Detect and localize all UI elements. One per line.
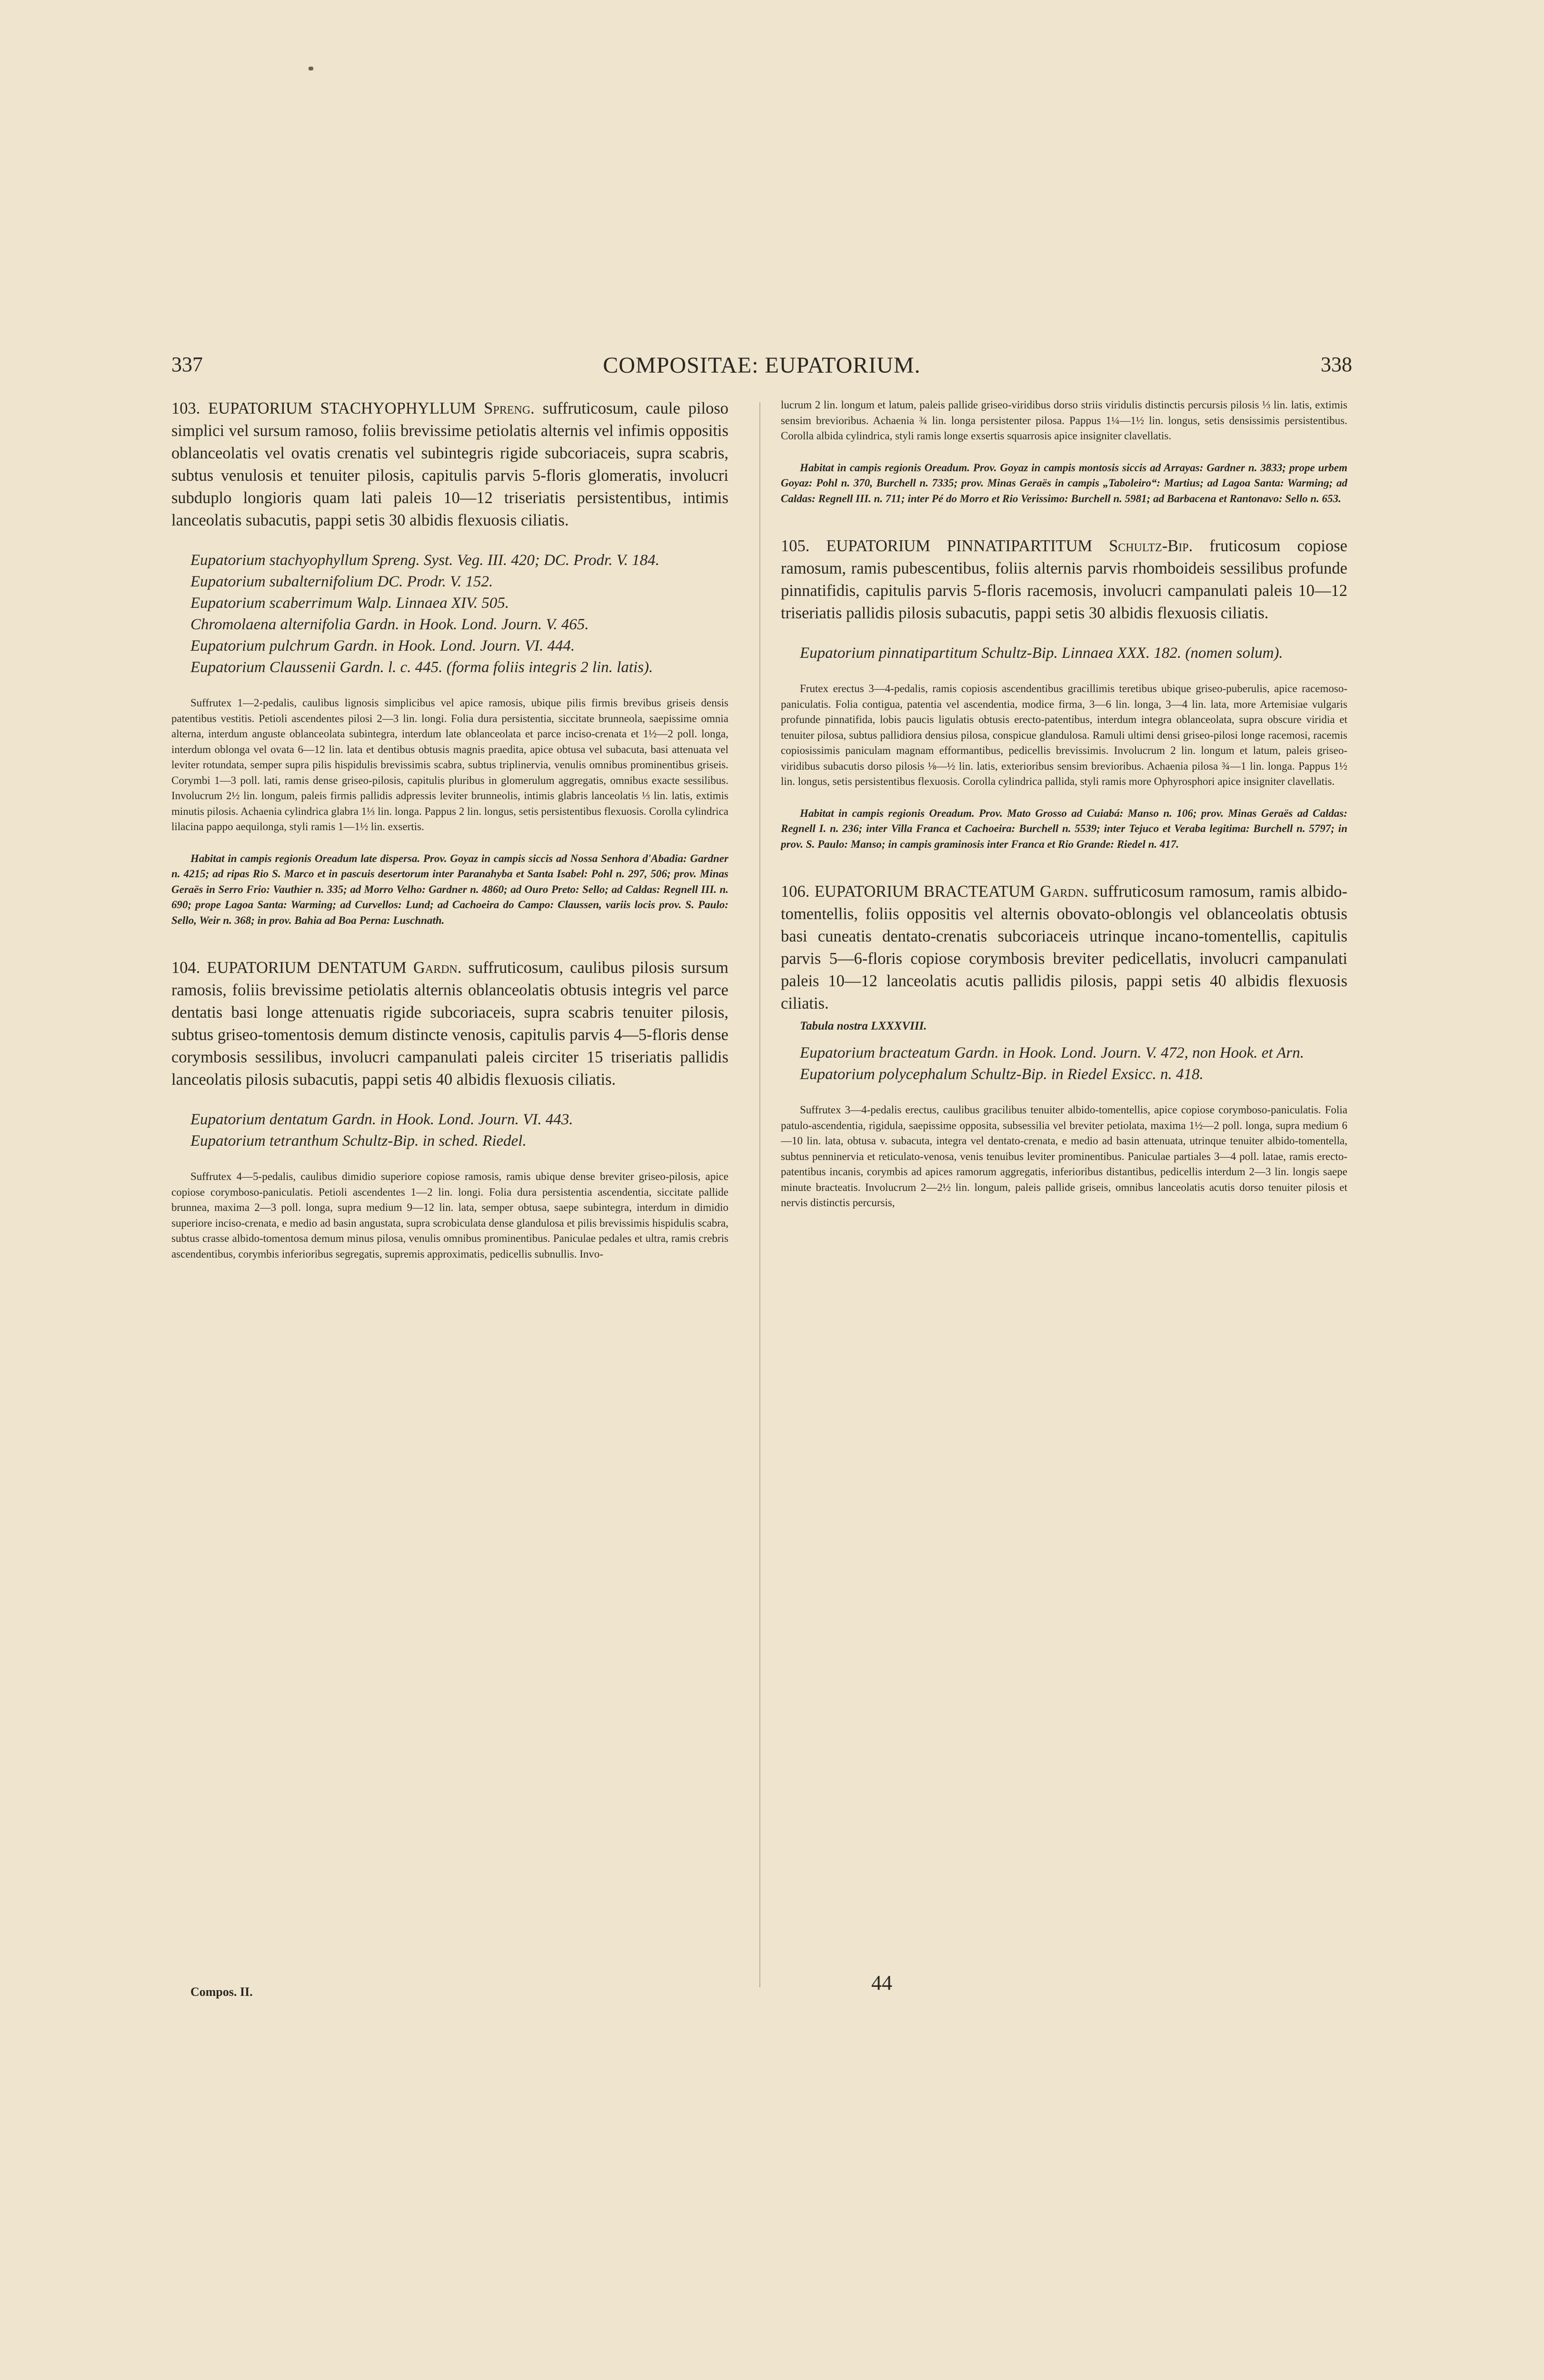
footer-signature-mark: 44 — [871, 1971, 892, 1994]
species-103-habitat: Habitat in campis regionis Oreadum late dispersa. Prov. Goyaz in campis siccis ad Nossa Senhora d'Abadia: Gardner n. 4215; ad ripas Rio S. Marco et in pascuis desertorum inter Paranahyba et Santa Isabel: Pohl n. 297, 506; prov. Minas Geraës in Serro Frio: Vauthier n. 335; ad Morro Velho: Gardner n. 4860; ad Ouro Preto: Sello; ad Caldas: Regnell III. n. 690; prope Lagoa Santa: Warming; ad Curvellos: Lund; ad Cachoeira do Campo: Claussen, variis locis prov. S. Paulo: Sello, Weir n. 368; in prov. Bahia ad Boa Perna: Luschnath. — [171, 852, 728, 926]
synonym: Eupatorium pulchrum Gardn. in Hook. Lond. Journ. VI. 444. — [190, 637, 575, 654]
synonym: Eupatorium polycephalum Schultz-Bip. in Riedel Exsicc. n. 418. — [800, 1066, 1204, 1083]
species-105-heading: 105. EUPATORIUM PINNATIPARTITUM Schultz-Bip. — [781, 537, 1193, 555]
footer-volume-label: Compos. II. — [190, 1985, 253, 1999]
synonym: Eupatorium subalternifolium DC. Prodr. V. 152. — [190, 573, 493, 590]
synonym: Eupatorium dentatum Gardn. in Hook. Lond. Journ. VI. 443. — [190, 1111, 573, 1128]
species-105-description: 105. EUPATORIUM PINNATIPARTITUM Schultz-Bip. fruticosum copiose ramosum, ramis pubescentibus, foliis alternis parvis rhomboideis sessilibus profunde pinnatifidis, capitulis parvis 5-floris racemosis, involucri campanulati paleis 10—12 triseriatis pallidis pilosis subacutis, pappi setis 30 albidis flexuosis ciliatis. — [781, 537, 1347, 622]
synonym: Chromolaena alternifolia Gardn. in Hook. Lond. Journ. V. 465. — [190, 616, 589, 633]
species-104-synonyms — [171, 1109, 728, 1152]
right-column — [781, 397, 1347, 1992]
page-header — [171, 352, 1352, 386]
synonym: Eupatorium bracteatum Gardn. in Hook. Lond. Journ. V. 472, non Hook. et Arn. — [800, 1044, 1305, 1061]
species-103-description: 103. EUPATORIUM STACHYOPHYLLUM Spreng. suffruticosum, caule piloso simplici vel sursum ramoso, foliis brevissime petiolatis alternis vel infimis oppositis oblanceolatis vel ovatis crenatis vel subintegris rigide subcoriaceis, supra scabris, subtus venulosis et tenuiter pilosis, capitulis parvis 5-floris glomeratis, involucri subduplo longioris quam lati paleis 10—12 triseriatis persistentibus, intimis lanceolatis subacutis, pappi setis 30 albidis flexuosis ciliatis. — [171, 399, 728, 529]
synonym: Eupatorium pinnatipartitum Schultz-Bip. Linnaea XXX. 182. (nomen solum). — [800, 645, 1283, 662]
species-104-habitat: Habitat in campis regionis Oreadum. Prov. Goyaz in campis montosis siccis ad Arrayas: Gardner n. 3833; prope urbem Goyaz: Pohl n. 370, Burchell n. 7335; prov. Minas Geraës in campis „Taboleiro“: Martius; ad Lagoa Santa: Warming; ad Caldas: Regnell III. n. 711; inter Pé do Morro et Rio Verissimo: Burchell n. 5981; ad Barbacena et Rantonavo: Sello n. 653. — [781, 461, 1347, 505]
species-103-heading: 103. EUPATORIUM STACHYOPHYLLUM Spreng. — [171, 399, 535, 417]
species-104-heading: 104. EUPATORIUM DENTATUM Gardn. — [171, 959, 462, 977]
species-105-synonyms — [781, 643, 1347, 664]
page-number-right: 338 — [1321, 353, 1352, 376]
species-106-description: 106. EUPATORIUM BRACTEATUM Gardn. suffruticosum ramosum, ramis albido-tomentellis, foliis oppositis vel alternis obovato-oblongis vel oblanceolatis obtusis basi cuneatis dentato-crenatis subcoriaceis utrinque incano-tomentellis, capitulis parvis 5—6-floris copiose corymbosis breviter pedicellatis, involucri campanulati paleis 10—12 lanceolatis acutis pallidis pilosis, pappi setis 40 albidis flexuosis ciliatis. — [781, 883, 1347, 1012]
synonym: Eupatorium scaberrimum Walp. Linnaea XIV. 505. — [190, 595, 509, 612]
synonym: Eupatorium tetranthum Schultz-Bip. in sched. Riedel. — [190, 1132, 527, 1150]
running-head: COMPOSITAE: EUPATORIUM. — [603, 353, 921, 378]
page-number-left: 337 — [171, 353, 203, 376]
species-106-heading: 106. EUPATORIUM BRACTEATUM Gardn. — [781, 883, 1088, 901]
species-104-details: Suffrutex 4—5-pedalis, caulibus dimidio superiore copiose ramosis, ramis ubique dense breviter griseo-pilosis, apice copiose corymboso-paniculatis. Petioli ascendentes 1—2 lin. longi. Folia dura persistentia ascendentia, siccitate pallide brunnea, maxima 2—3 poll. longa, supra medium 9—12 lin. lata, semper obtusa, saepe subintegra, interdum in dimidio superiore inciso-crenata, e medio ad basin angustata, supra scrobiculata dense glandulosa et pilis brevissimis hispidulis scabra, subtus crasse albido-tomentosa demum minus pilosa, venulis omnibus prominentibus. Paniculae pedales et ultra, ramis crebris ascendentibus, corymbis inferioribus segregatis, supremis approximatis, pedicellis subnullis. Invo- — [171, 1170, 728, 1260]
ink-speck — [309, 67, 313, 70]
synonym: Eupatorium Claussenii Gardn. l. c. 445. (forma foliis integris 2 lin. latis). — [190, 659, 653, 676]
species-104-description: 104. EUPATORIUM DENTATUM Gardn. suffruticosum, caulibus pilosis sursum ramosis, foliis brevissime petiolatis alternis oblanceolatis obtusis integris vel parce dentatis basi longe attenuatis rigide subcoriaceis, supra scabris tenuiter pilosis, subtus griseo-tomentosis demum distincte venosis, capitulis parvis 4—5-floris dense corymbosis sessilibus, involucri campanulati paleis circiter 15 triseriatis pallidis lanceolatis pilosis subacutis, pappi setis 40 albidis flexuosis ciliatis. — [171, 959, 728, 1089]
synonym: Eupatorium stachyophyllum Spreng. Syst. Veg. III. 420; DC. Prodr. V. 184. — [190, 552, 660, 569]
species-105-details: Frutex erectus 3—4-pedalis, ramis copiosis ascendentibus gracillimis teretibus ubique griseo-puberulis, apice racemoso-paniculatis. Folia contigua, patentia vel ascendentia, modice firma, 3—6 lin. longa, 3—4 lin. lata, more Artemisiae vulgaris profunde pinnatifida, lobis paucis ligulatis obtusis erecto-patentibus, interdum integra oblanceolata, supra obscure viridia et tenuiter pilosa, subtus pallidiora densius pilosa, conspicue glandulosa. Ramuli ultimi densi griseo-pilosi longe racemosi, racemis copiosissimis paniculam magnam efformantibus, pedicellis brevissimis. Involucrum 2 lin. longum et latum, paleis griseo-viridibus subacutis dorso pilosis ⅛—½ lin. latis, exterioribus sensim brevioribus. Achaenia pilosa ¾—1 lin. longa. Pappus 1½ lin. longus, setis persistentibus flexuosis. Corolla cylindrica pallida, styli ramis more Ophyrosphori apice insigniter clavellatis. — [781, 683, 1347, 787]
species-103-details: Suffrutex 1—2-pedalis, caulibus lignosis simplicibus vel apice ramosis, ubique pilis firmis brevibus griseis densis patentibus vestitis. Petioli ascendentes pilosi 2—3 lin. longi. Folia dura persistentia, siccitate brunneola, saepissime omnia alterna, interdum anguste oblanceolata subintegra, interdum late oblanceolata et parce inciso-crenata et 1½—2 poll. longa, interdum oblonga vel ovata 6—12 lin. lata et dentibus obtusis magnis praedita, apice obtusa vel subacuta, basi attenuata vel leviter rotundata, semper supra pilis hispidulis brevissimis scabra, subtus triplinervia, venulis omnibus prominentibus griseis. Corymbi 1—3 poll. lati, ramis dense griseo-pilosis, capitulis pluribus in glomerulum aggregatis, omnibus exacte sessilibus. Involucrum 2½ lin. longum, paleis firmis pallidis adpressis leviter brunneolis, intimis glabris lanceolatis ⅓ lin. latis, extimis minutis pilosis. Achaenia cylindrica glabra 1⅓ lin. longa. Pappus 2 lin. longus, setis persistentibus flexuosis. Corolla cylindrica lilacina pappo aequilonga, styli ramis 1—1½ lin. exsertis. — [171, 697, 728, 833]
species-105-habitat: Habitat in campis regionis Oreadum. Prov. Mato Grosso ad Cuiabá: Manso n. 106; prov. Minas Geraës ad Caldas: Regnell I. n. 236; inter Villa Franca et Cachoeira: Burchell n. 5539; inter Tejuco et Veraba legitima: Burchell n. 5797; in prov. S. Paulo: Manso; in campis graminosis inter Franca et Rio Grande: Riedel n. 417. — [781, 807, 1347, 850]
column-divider — [759, 402, 760, 1987]
species-103-synonyms — [171, 550, 728, 678]
species-106-synonyms — [781, 1042, 1347, 1085]
species-104-details-continued: lucrum 2 lin. longum et latum, paleis pallide griseo-viridibus dorso striis viridulis distinctis percursis pilosis ⅓ lin. latis, extimis sensim brevioribus. Achaenia ¾ lin. longa persistenter pilosa. Pappus 1¼—1½ lin. longus, setis densissimis persistentibus. Corolla albida cylindrica, styli ramis longe exsertis squarrosis apice insigniter clavellatis. — [781, 399, 1347, 442]
plate-reference: Tabula nostra LXXXVIII. — [800, 1020, 927, 1032]
species-106-details: Suffrutex 3—4-pedalis erectus, caulibus gracilibus tenuiter albido-tomentellis, apice copiose corymboso-paniculatis. Folia patulo-ascendentia, rigidula, saepissime opposita, subsessilia vel breviter petiolata, maxima 1½—2 poll. longa, supra medium 6—10 lin. lata, obtusa v. subacuta, integra vel dentato-crenata, e medio ad basin attenuata, utrinque tenuiter albido-tomentella, subtus penninervia et reticulato-venosa, venis tenuibus leviter prominentibus. Paniculae partiales 3—4 poll. latae, ramis erecto-patentibus incanis, corymbis ad apices ramorum aggregatis, inferioribus distantibus, pedicellis interdum 2—3 lin. longis saepe minute bracteatis. Involucrum 2—2½ lin. longum, paleis pallide griseis, omnibus lanceolatis acutis dorso tenuiter pilosis et nervis distinctis percursis, — [781, 1104, 1347, 1209]
left-column — [171, 397, 728, 1997]
